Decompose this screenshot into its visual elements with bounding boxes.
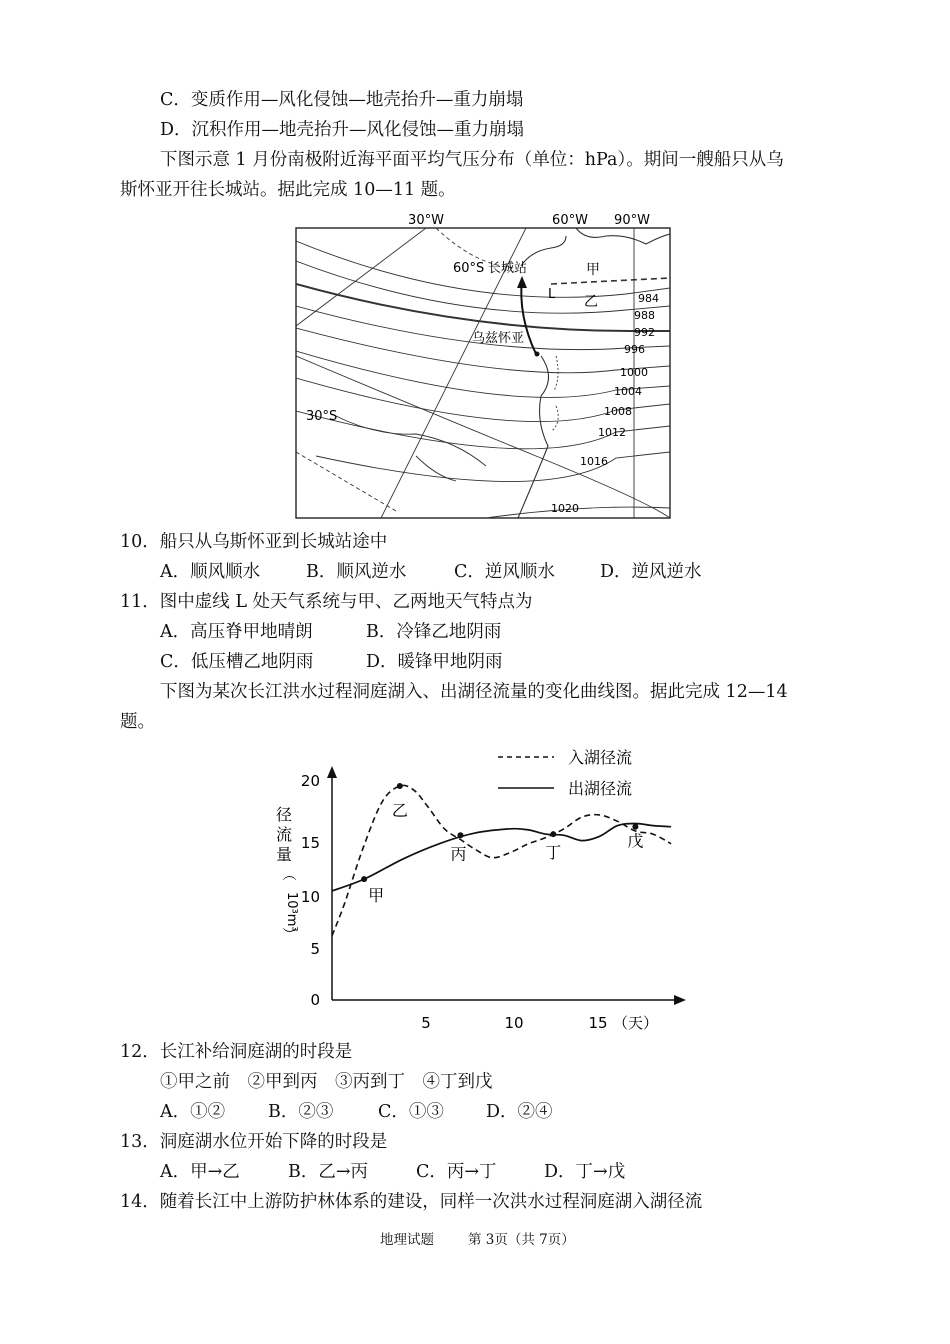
q13-stem: 13．洞庭湖水位开始下降的时段是 bbox=[120, 1132, 388, 1152]
y-tick-5: 5 bbox=[310, 940, 320, 958]
label-30w: 30°W bbox=[408, 213, 444, 228]
x-unit: （天） bbox=[613, 1014, 659, 1032]
q12-option-d: D．②④ bbox=[486, 1102, 553, 1122]
q10-stem: 10．船只从乌斯怀亚到长城站途中 bbox=[120, 532, 388, 552]
q13-option-b: B．乙→丙 bbox=[288, 1162, 369, 1182]
q12-choices: ①甲之前 ②甲到丙 ③丙到丁 ④丁到戊 bbox=[160, 1072, 493, 1092]
intro-10-11-line1: 下图示意 1 月份南极附近海平面平均气压分布（单位：hPa）。期间一艘船只从乌 bbox=[160, 150, 784, 170]
ylabel-char-1: 径 bbox=[275, 805, 293, 824]
ylabel-char-4: （ bbox=[280, 867, 296, 881]
q11-stem: 11．图中虚线 L 处天气系统与甲、乙两地天气特点为 bbox=[120, 592, 533, 612]
point-label-甲: 甲 bbox=[368, 886, 385, 906]
isobar-label-984: 984 bbox=[638, 292, 659, 305]
q11-option-b: B．冷锋乙地阴雨 bbox=[366, 622, 502, 642]
point-label-戊: 戊 bbox=[627, 831, 644, 851]
y-tick-10: 10 bbox=[300, 888, 320, 906]
q12-option-c: C．①③ bbox=[378, 1102, 444, 1122]
x-tick-15: 15 bbox=[588, 1014, 608, 1032]
q9-option-d: D．沉积作用—地壳抬升—风化侵蚀—重力崩塌 bbox=[160, 120, 525, 140]
ylabel-char-2: 流 bbox=[275, 825, 293, 844]
isobar-label-1020: 1020 bbox=[551, 502, 579, 515]
isobar-label-1012: 1012 bbox=[598, 426, 626, 439]
q13-option-a: A．甲→乙 bbox=[160, 1162, 240, 1182]
q10-option-c: C．逆风顺水 bbox=[454, 562, 555, 582]
label-ushuaia: 乌兹怀亚 bbox=[472, 331, 525, 346]
x-axis-arrow bbox=[674, 995, 686, 1005]
x-tick-5: 5 bbox=[421, 1014, 431, 1032]
q10-option-b: B．顺风逆水 bbox=[306, 562, 407, 582]
point-label-乙: 乙 bbox=[391, 801, 408, 821]
q10-option-d: D．逆风逆水 bbox=[600, 562, 702, 582]
point-戊 bbox=[632, 824, 638, 830]
isobar-label-1000: 1000 bbox=[620, 366, 648, 379]
legend-inflow: 入湖径流 bbox=[568, 748, 633, 767]
isobar-label-996: 996 bbox=[624, 343, 645, 356]
label-60w: 60°W bbox=[552, 213, 588, 228]
y-tick-0: 0 bbox=[310, 991, 320, 1009]
point-label-丁: 丁 bbox=[545, 843, 562, 863]
y-axis-arrow bbox=[327, 766, 337, 778]
x-tick-10: 10 bbox=[504, 1014, 524, 1032]
q13-option-d: D．丁→戊 bbox=[544, 1162, 626, 1182]
isobar-label-1008: 1008 bbox=[604, 405, 632, 418]
point-乙 bbox=[397, 783, 403, 789]
legend-outflow: 出湖径流 bbox=[568, 779, 633, 798]
label-60s: 60°S bbox=[453, 261, 485, 276]
q12-option-a: A．①② bbox=[160, 1102, 226, 1122]
y-tick-20: 20 bbox=[300, 772, 320, 790]
q12-option-b: B．②③ bbox=[268, 1102, 334, 1122]
q11-option-c: C．低压槽乙地阴雨 bbox=[160, 652, 314, 672]
intro-10-11-line2: 斯怀亚开往长城站。据此完成 10—11 题。 bbox=[120, 180, 456, 200]
label-low-l: L bbox=[548, 287, 556, 302]
label-yi: 乙 bbox=[584, 294, 598, 310]
q12-stem: 12．长江补给洞庭湖的时段是 bbox=[120, 1042, 353, 1062]
station-dot bbox=[520, 282, 525, 287]
label-changcheng-station: 长城站 bbox=[488, 261, 528, 276]
pressure-map bbox=[286, 206, 676, 522]
point-label-丙: 丙 bbox=[450, 844, 467, 864]
q9-option-c: C．变质作用—风化侵蚀—地壳抬升—重力崩塌 bbox=[160, 90, 524, 110]
y-tick-15: 15 bbox=[300, 834, 320, 852]
ushuaia-dot bbox=[535, 352, 540, 357]
point-丁 bbox=[550, 831, 556, 837]
series-inflow bbox=[332, 785, 671, 935]
label-30s: 30°S bbox=[306, 409, 338, 424]
isobar-label-1004: 1004 bbox=[614, 385, 642, 398]
intro-12-14-line2: 题。 bbox=[120, 712, 155, 732]
ylabel-unit: 10³m³ bbox=[284, 892, 299, 932]
ylabel-char-3: 量 bbox=[275, 845, 293, 864]
q11-option-d: D．暖锋甲地阴雨 bbox=[366, 652, 503, 672]
q14-stem: 14．随着长江中上游防护林体系的建设，同样一次洪水过程洞庭湖入湖径流 bbox=[120, 1192, 703, 1212]
isobar-label-992: 992 bbox=[634, 326, 655, 339]
isobar-label-988: 988 bbox=[634, 309, 655, 322]
intro-12-14-line1: 下图为某次长江洪水过程洞庭湖入、出湖径流量的变化曲线图。据此完成 12—14 bbox=[160, 682, 788, 702]
q13-option-c: C．丙→丁 bbox=[416, 1162, 497, 1182]
label-jia: 甲 bbox=[586, 262, 600, 278]
point-丙 bbox=[457, 832, 463, 838]
footer-page: 第 3页（共 7页） bbox=[468, 1232, 575, 1248]
q10-option-a: A．顺风顺水 bbox=[160, 562, 261, 582]
label-90w: 90°W bbox=[614, 213, 650, 228]
series-outflow bbox=[332, 824, 671, 891]
q11-option-a: A．高压脊甲地晴朗 bbox=[160, 622, 313, 642]
ylabel-char-6: ） bbox=[280, 927, 296, 941]
isobar-label-1016: 1016 bbox=[580, 455, 608, 468]
footer-subject: 地理试题 bbox=[380, 1232, 434, 1248]
point-甲 bbox=[361, 876, 367, 882]
runoff-chart bbox=[268, 740, 708, 1035]
